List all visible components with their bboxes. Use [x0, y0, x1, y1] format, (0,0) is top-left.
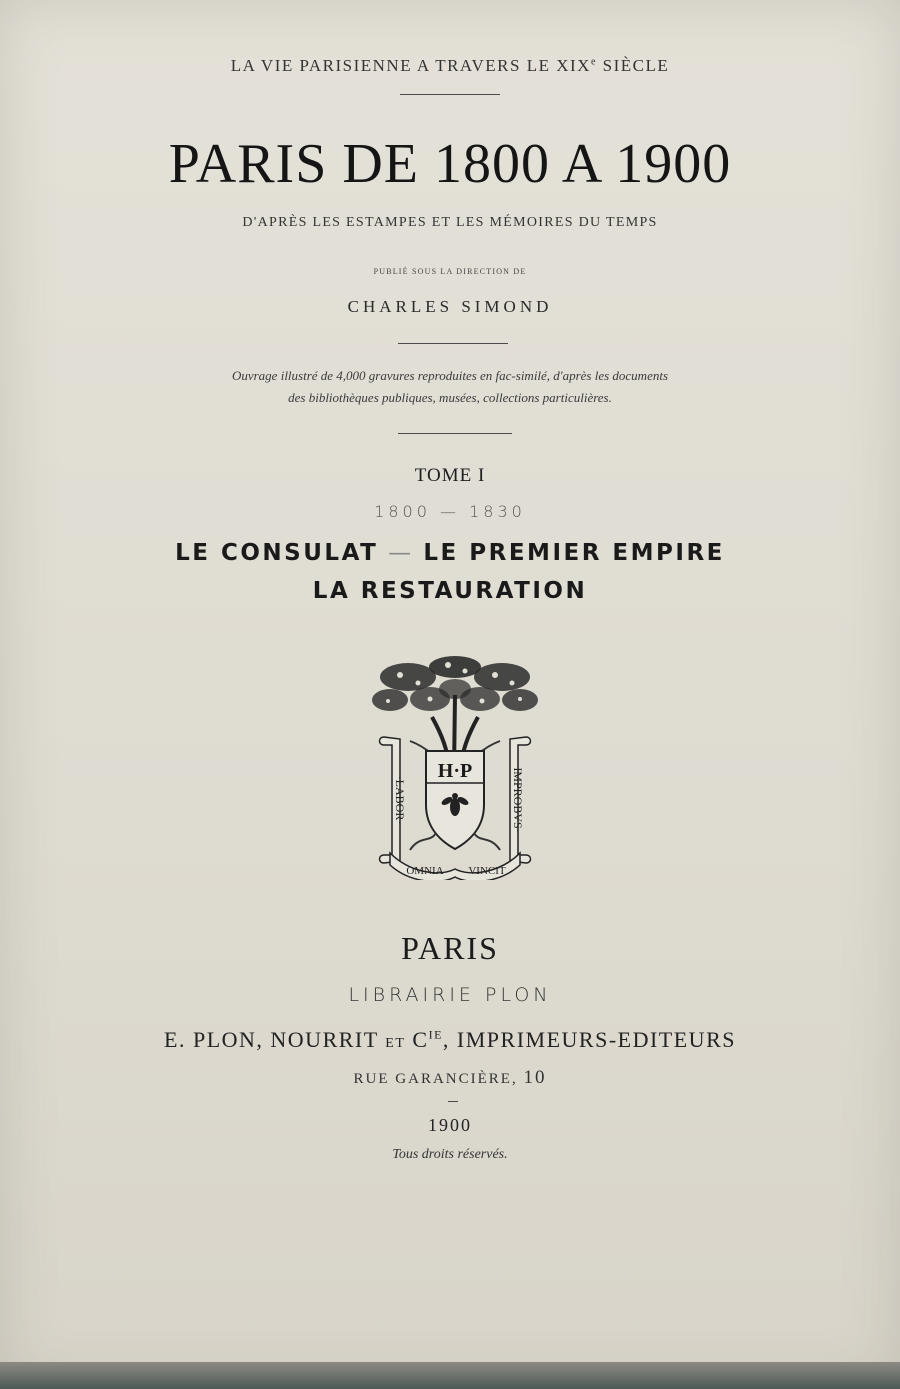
volume-years: 1800 — 1830	[374, 502, 526, 521]
emblem-initials: H·P	[437, 760, 473, 782]
book-title: PARIS DE 1800 A 1900	[168, 133, 732, 195]
divider-rule	[400, 94, 500, 95]
published-by-label: PUBLIÉ SOUS LA DIRECTION DE	[373, 267, 527, 276]
author-name: CHARLES SIMOND	[347, 297, 553, 316]
divider-rule	[448, 1101, 458, 1102]
publication-year: 1900	[428, 1115, 472, 1135]
description-line-1: Ouvrage illustré de 4,000 gravures reproduites en fac-similé, d'après les documents	[231, 368, 669, 383]
rights-notice: Tous droits réservés.	[392, 1147, 508, 1162]
divider-rule	[398, 433, 512, 434]
period-line-1: LE CONSULAT — LE PREMIER EMPIRE	[175, 540, 725, 566]
motto-bottom-left: OMNIA	[406, 865, 444, 877]
publisher-address: RUE GARANCIÈRE, 10	[353, 1067, 547, 1088]
series-title: LA VIE PARISIENNE A TRAVERS LE XIXe SIÈCLE	[230, 56, 670, 75]
motto-bottom-right: VINCIT	[468, 865, 506, 877]
library-name: LIBRAIRIE PLON	[348, 984, 552, 1006]
publisher-name: E. PLON, NOURRIT ET $C^{IE}$, IMPRIMEURS-EDITEURS	[164, 1027, 736, 1052]
motto-left: ·LABOR·	[393, 775, 407, 825]
tree-shield-emblem-icon	[370, 655, 540, 880]
period-line-2: LA RESTAURATION	[312, 578, 588, 604]
motto-right: IMPROBVS·	[511, 767, 525, 833]
publication-city: PARIS	[401, 930, 499, 966]
subtitle: D'APRÈS LES ESTAMPES ET LES MÉMOIRES DU TEMPS	[242, 215, 658, 230]
divider-rule	[398, 343, 508, 344]
book-cover-edge	[0, 1362, 900, 1389]
description-line-2: des bibliothèques publiques, musées, collections particulières.	[288, 390, 612, 405]
volume-number: TOME I	[414, 465, 486, 486]
